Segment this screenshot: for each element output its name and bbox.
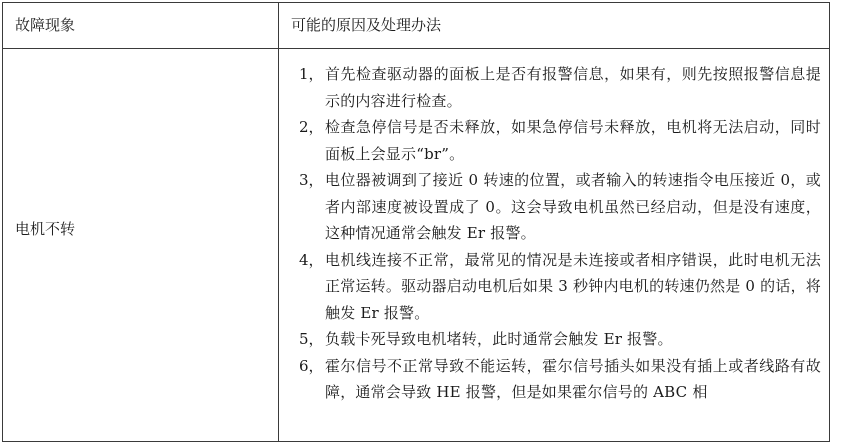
cause-item [291, 114, 821, 167]
cause-item [291, 61, 821, 114]
troubleshooting-table [2, 2, 830, 442]
column-divider [278, 3, 279, 441]
header-symptom: 故障现象 [15, 16, 76, 34]
cause-text: 首先检查驱动器的面板上是否有报警信息，如果有，则先按照报警信息提示的内容进行检查。 [325, 65, 821, 110]
cause-text: 霍尔信号不正常导致不能运转，霍尔信号插头如果没有插上或者线路有故障，通常会导致 HE 报警，但是如果霍尔信号的 ABC 相 [325, 356, 821, 401]
symptom-cell: 电机不转 [15, 220, 76, 238]
cause-number: 5， [299, 330, 324, 348]
cause-list [291, 61, 821, 406]
cause-number: 4， [299, 250, 324, 269]
cause-item [291, 353, 821, 406]
cause-item [291, 167, 821, 247]
cause-item [291, 247, 821, 327]
table-header-row [3, 3, 829, 49]
header-cause: 可能的原因及处理办法 [291, 16, 442, 34]
cause-item [291, 326, 821, 353]
cause-number: 6， [299, 356, 324, 375]
cause-text: 检查急停信号是否未释放，如果急停信号未释放，电机将无法启动，同时面板上会显示“br”。 [325, 118, 821, 163]
cause-text: 电位器被调到了接近 0 转速的位置，或者输入的转速指令电压接近 0，或者内部速度被设置成了 0。这会导致电机虽然已经启动，但是没有速度，这种情况通常会触发 Er 报警。 [325, 171, 821, 242]
cause-number: 2， [299, 118, 324, 136]
cause-number: 1， [299, 65, 324, 83]
cause-text: 负载卡死导致电机堵转，此时通常会触发 Er 报警。 [325, 330, 673, 348]
cause-text: 电机线连接不正常，最常见的情况是未连接或者相序错误，此时电机无法正常运转。驱动器启动电机后如果 3 秒钟内电机的转速仍然是 0 的话，将触发 Er 报警。 [325, 250, 821, 322]
cause-number: 3， [299, 171, 324, 189]
